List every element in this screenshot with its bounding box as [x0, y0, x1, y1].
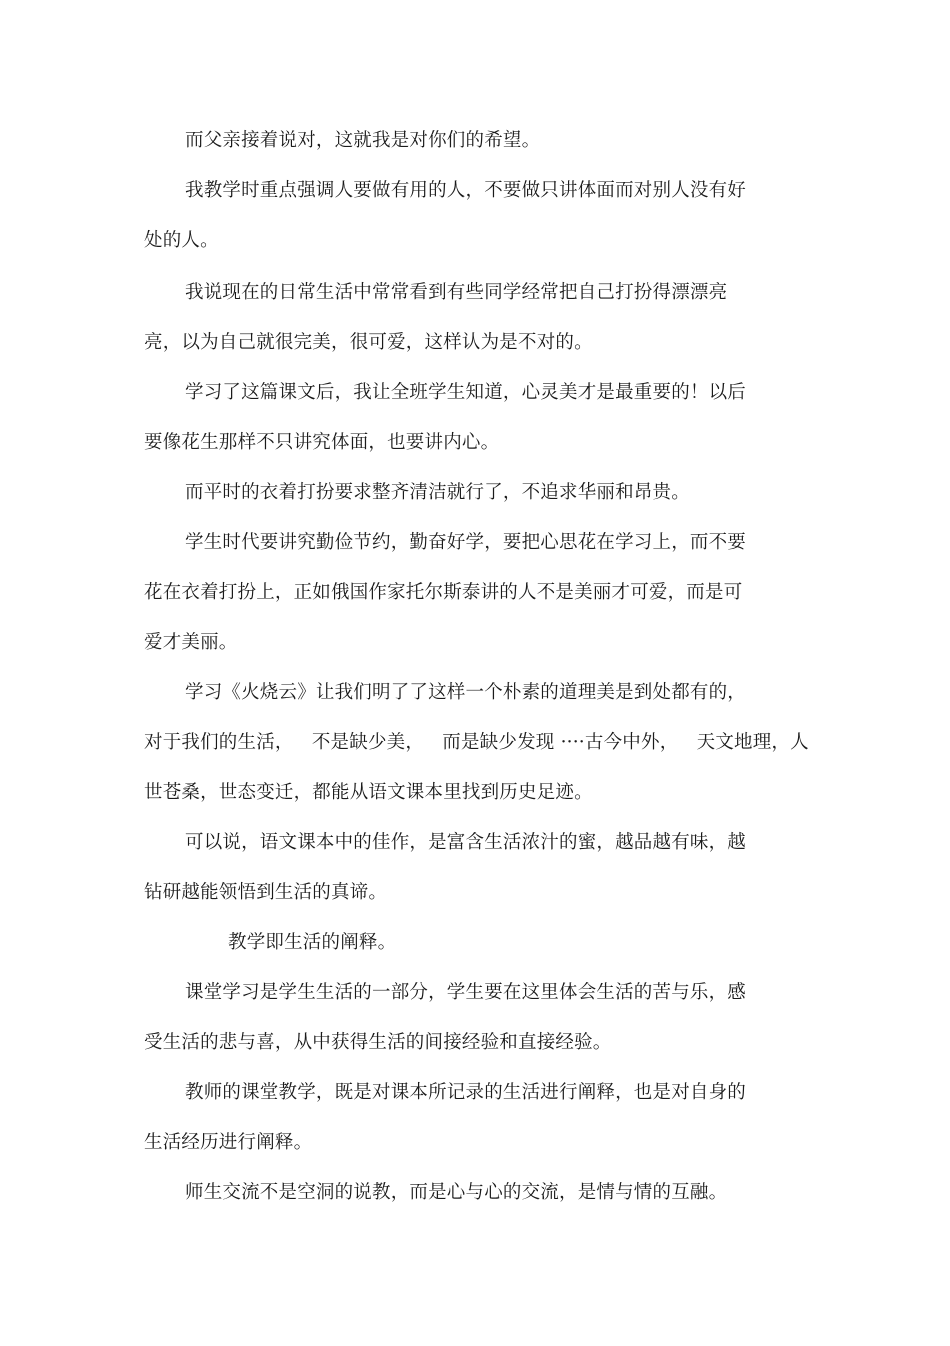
text-line: 教师的课堂教学，既是对课本所记录的生活进行阐释，也是对自身的 [185, 1082, 747, 1103]
text-line: 受生活的悲与喜，从中获得生活的间接经验和直接经验。 [144, 1032, 612, 1053]
text-line: 学习《火烧云》让我们明了了这样一个朴素的道理美是到处都有的， [185, 682, 747, 703]
text-line: 课堂学习是学生生活的一部分，学生要在这里体会生活的苦与乐，感 [185, 982, 747, 1003]
section-heading: 教学即生活的阐释。 [228, 932, 397, 953]
text-line: 师生交流不是空洞的说教，而是心与心的交流，是情与情的互融。 [185, 1182, 728, 1203]
text-line: 爱才美丽。 [144, 632, 238, 653]
text-line: 而平时的衣着打扮要求整齐清洁就行了，不追求华丽和昂贵。 [185, 482, 690, 503]
text-line: 我教学时重点强调人要做有用的人，不要做只讲体面而对别人没有好 [185, 180, 747, 201]
text-line: 生活经历进行阐释。 [144, 1132, 313, 1153]
text-line: 而父亲接着说对，这就我是对你们的希望。 [185, 130, 541, 151]
text-line: 可以说，语文课本中的佳作，是富含生活浓汁的蜜，越品越有味，越 [185, 832, 747, 853]
text-line: 学生时代要讲究勤俭节约，勤奋好学，要把心思花在学习上，而不要 [185, 532, 747, 553]
text-line: 学习了这篇课文后，我让全班学生知道，心灵美才是最重要的！以后 [185, 382, 747, 403]
text-line: 钻研越能领悟到生活的真谛。 [144, 882, 388, 903]
text-line: 花在衣着打扮上，正如俄国作家托尔斯泰讲的人不是美丽才可爱，而是可 [144, 582, 743, 603]
text-line: 我说现在的日常生活中常常看到有些同学经常把自己打扮得漂漂亮 [185, 282, 728, 303]
text-line: 要像花生那样不只讲究体面，也要讲内心。 [144, 432, 500, 453]
text-line: 处的人。 [144, 230, 219, 251]
text-line: 亮，以为自己就很完美，很可爱，这样认为是不对的。 [144, 332, 593, 353]
text-line: 世苍桑，世态变迁，都能从语文课本里找到历史足迹。 [144, 782, 593, 803]
text-line: 对于我们的生活， 不是缺少美， 而是缺少发现 ····古今中外， 天文地理，人 [144, 732, 809, 753]
